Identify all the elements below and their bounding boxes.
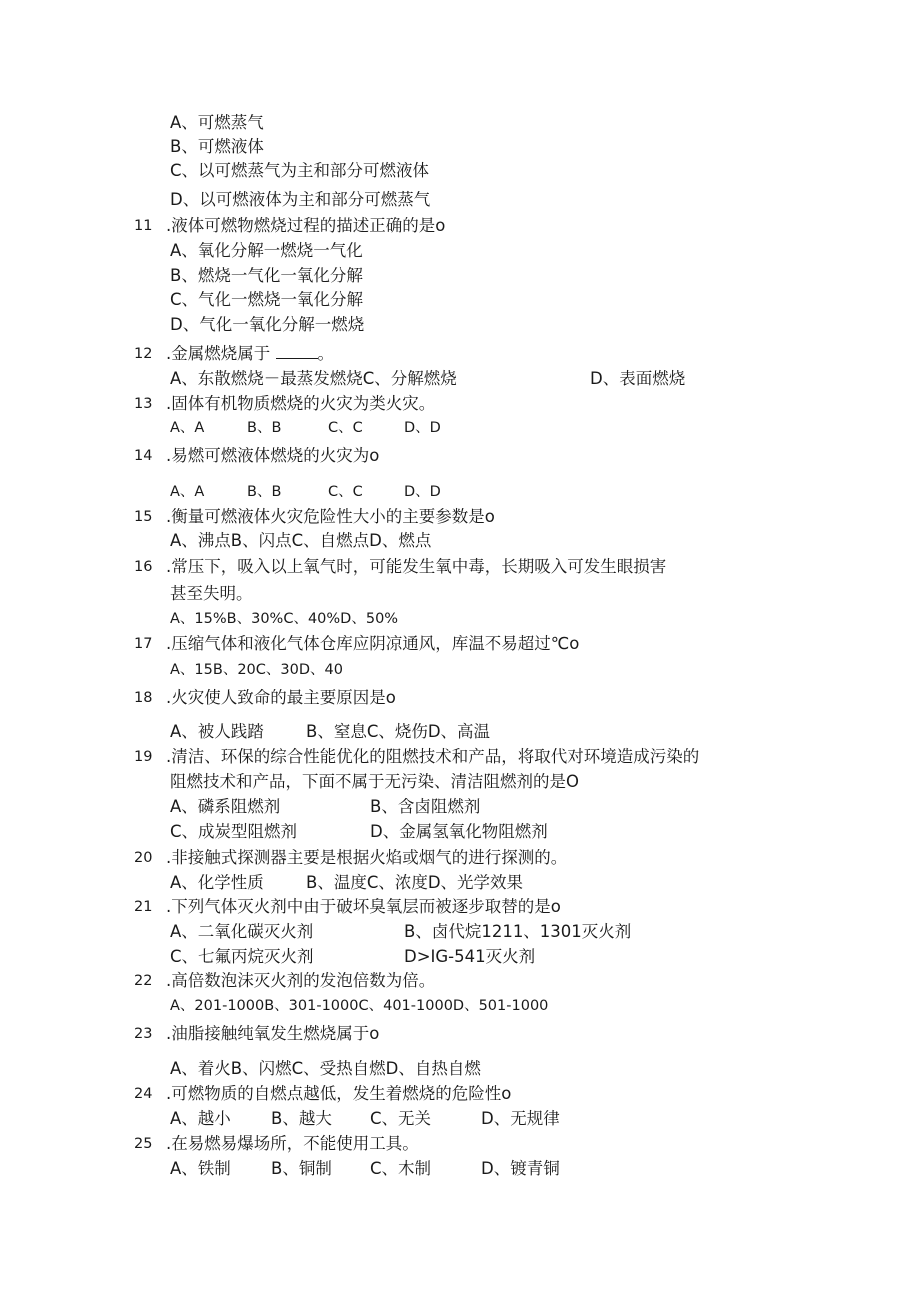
question-stem: .衡量可燃液体火灾危险性大小的主要参数是o: [166, 507, 495, 526]
question-stem: .高倍数泡沫灭火剂的发泡倍数为倍。: [166, 971, 436, 990]
q24-option-c: C、无关: [370, 1109, 432, 1128]
question-number: 17: [134, 636, 153, 652]
question-number: 18: [134, 690, 153, 706]
q21-option-a: A、二氧化碳灭火剂: [170, 922, 314, 941]
question-stem: .常压下，吸入以上氧气时，可能发生氧中毒，长期吸入可发生眼损害: [166, 557, 667, 576]
question-number: 12: [134, 346, 153, 362]
q24-option-b: B、越大: [271, 1109, 332, 1128]
question-number: 20: [134, 850, 153, 866]
question-stem: .固体有机物质燃烧的火灾为类火灾。: [166, 394, 436, 413]
q13-option-d: D、D: [404, 420, 441, 436]
q21-option-b: B、卤代烷1211、1301灭火剂: [404, 922, 632, 941]
q14-option-b: B、B: [247, 484, 282, 500]
q14-option-d: D、D: [404, 484, 441, 500]
question-number: 23: [134, 1026, 153, 1042]
q13-option-c: C、C: [328, 420, 363, 436]
q25-option-a: A、铁制: [170, 1159, 231, 1178]
q20-option-a: A、化学性质: [170, 873, 264, 892]
q21-option-c: C、七氟丙烷灭火剂: [170, 947, 314, 966]
document-page: A、可燃蒸气 B、可燃液体 C、以可燃蒸气为主和部分可燃液体 D、以可燃液体为主和部分可燃蒸气 11 .液体可燃物燃烧过程的描述正确的是o A、氧化分解一燃烧一气化 B、燃烧一气化一氧化分解 C、气化一燃烧一氧化分解 D、气化一氧化分解一燃烧 12 .金属燃烧属于 。 A、东散燃烧－最蒸发燃烧C、分解燃烧 D、表面燃烧 13 .固体有机物质燃烧的火灾为类火灾。 A、A B、B C、C D、D 14 .易燃可燃液体燃烧的火灾为o A、A B、B C、C D、D 15 .衡量可燃液体火灾危险性大小的主要参数是o A、沸点B、闪点C、自燃点D、燃点 16 .常压下，吸入以上氧气时，可能发生氧中毒，长期吸入可发生眼损害 甚至失明。 A、15%B、30%C、40%D、50% 17 .压缩气体和液化气体仓库应阴凉通风，库温不易超过℃o A、15B、20C、30D、40 18 .火灾使人致命的最主要原因是o A、被人践踏 B、窒息C、烧伤D、高温 19 .清洁、环保的综合性能优化的阻燃技术和产品，将取代对环境造成污染的 阻燃技术和产品，下面不属于无污染、清洁阻燃剂的是O A、磷系阻燃剂 B、含卤阻燃剂 C、成炭型阻燃剂 D、金属氢氧化物阻燃剂 20 .非接触式探测器主要是根据火焰或烟气的进行探测的。 A、化学性质 B、温度C、浓度D、光学效果 21 .下列气体灭火剂中由于破坏臭氧层而被逐步取替的是o A、二氧化碳灭火剂 B、卤代烷1211、1301灭火剂 C、七氟丙烷灭火剂 D>IG-541灭火剂 22 .高倍数泡沫灭火剂的发泡倍数为倍。 A、201-1000B、301-1000C、401-1000D、501-1000 23 .油脂接触纯氧发生燃烧属于o A、着火B、闪燃C、受热自燃D、自热自燃 24 .可燃物质的自燃点越低，发生着燃烧的危险性o A、越小 B、越大 C、无关 D、无规律 25 .在易燃易爆场所，不能使用工具。 A、铁制 B、铜制 C、木制 D、镀青铜: [134, 113, 700, 1178]
question-stem: .油脂接触纯氧发生燃烧属于o: [166, 1024, 380, 1043]
answer-blank: [276, 344, 318, 359]
q24-option-a: A、越小: [170, 1109, 231, 1128]
q12-option-d: D、表面燃烧: [590, 369, 686, 388]
question-number: 21: [134, 899, 153, 915]
question-stem: .非接触式探测器主要是根据火焰或烟气的进行探测的。: [166, 848, 568, 867]
q14-option-c: C、C: [328, 484, 363, 500]
q25-option-b: B、铜制: [271, 1159, 332, 1178]
question-number: 22: [134, 973, 153, 989]
question-stem: .在易燃易爆场所，不能使用工具。: [166, 1134, 419, 1153]
question-number: 11: [134, 218, 153, 234]
question-stem: .清洁、环保的综合性能优化的阻燃技术和产品，将取代对环境造成污染的: [166, 747, 700, 766]
question-number: 14: [134, 448, 153, 464]
q13-option-a: A、A: [170, 420, 205, 436]
q13-option-b: B、B: [247, 420, 282, 436]
q24-option-d: D、无规律: [481, 1109, 560, 1128]
q20-option-bcd: B、温度C、浓度D、光学效果: [306, 873, 524, 892]
q19-option-a: A、磷系阻燃剂: [170, 797, 281, 816]
q14-option-a: A、A: [170, 484, 205, 500]
q19-option-d: D、金属氢氧化物阻燃剂: [370, 822, 548, 841]
question-number: 16: [134, 559, 153, 575]
q19-option-c: C、成炭型阻燃剂: [170, 822, 298, 841]
q18-option-a: A、被人践踏: [170, 722, 264, 741]
question-stem: .可燃物质的自燃点越低，发生着燃烧的危险性o: [166, 1084, 512, 1103]
question-number: 19: [134, 749, 153, 765]
question-number: 15: [134, 509, 153, 525]
question-number: 25: [134, 1136, 153, 1152]
question-stem: .金属燃烧属于 。: [166, 344, 334, 363]
q19-option-b: B、含卤阻燃剂: [370, 797, 481, 816]
question-stem: .易燃可燃液体燃烧的火灾为o: [166, 446, 380, 465]
q18-option-bcd: B、窒息C、烧伤D、高温: [306, 722, 491, 741]
q25-option-d: D、镀青铜: [481, 1159, 560, 1178]
question-stem: .液体可燃物燃烧过程的描述正确的是o: [166, 216, 446, 235]
question-stem: .下列气体灭火剂中由于破坏臭氧层而被逐步取替的是o: [166, 897, 561, 916]
question-number: 13: [134, 396, 153, 412]
question-stem: .压缩气体和液化气体仓库应阴凉通风，库温不易超过℃o: [166, 634, 580, 653]
q25-option-c: C、木制: [370, 1159, 432, 1178]
question-number: 24: [134, 1086, 153, 1102]
q12-option-abc: A、东散燃烧－最蒸发燃烧C、分解燃烧: [170, 369, 457, 388]
question-stem: .火灾使人致命的最主要原因是o: [166, 688, 396, 707]
q21-option-d: D>IG-541灭火剂: [404, 947, 536, 966]
